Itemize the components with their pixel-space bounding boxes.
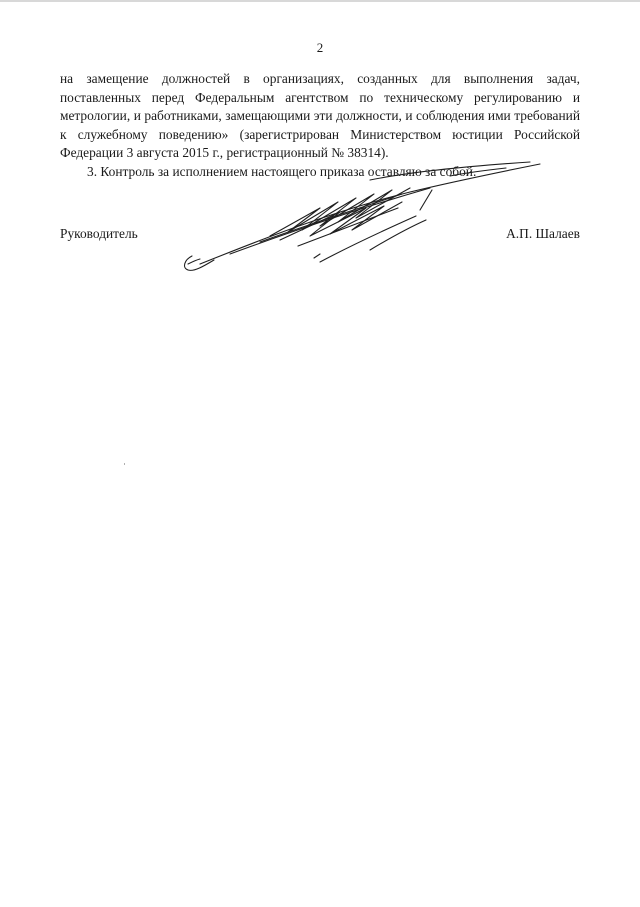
signer-title: Руководитель [60, 226, 138, 241]
page-number: 2 [316, 40, 324, 55]
signer-name: А.П. Шалаев [506, 226, 580, 241]
scan-edge [0, 0, 640, 2]
scan-speck [124, 463, 125, 465]
paragraph-continuation: на замещение должностей в организациях, созданных для выполнения задач, поставленных перед Федеральным агентством по техническому регулированию и метрологии, и работниками, замещающими эти должности, и соблюдения ими требований к служебному поведению» (зарегистрирован Министерством юстиции Российской Федерации 3 августа 2015 г., регистрационный № 38314). [60, 71, 580, 160]
paragraph-item-3: 3. Контроль за исполнением настоящего приказа оставляю за собой. [87, 163, 477, 179]
handwritten-signature [170, 150, 570, 280]
